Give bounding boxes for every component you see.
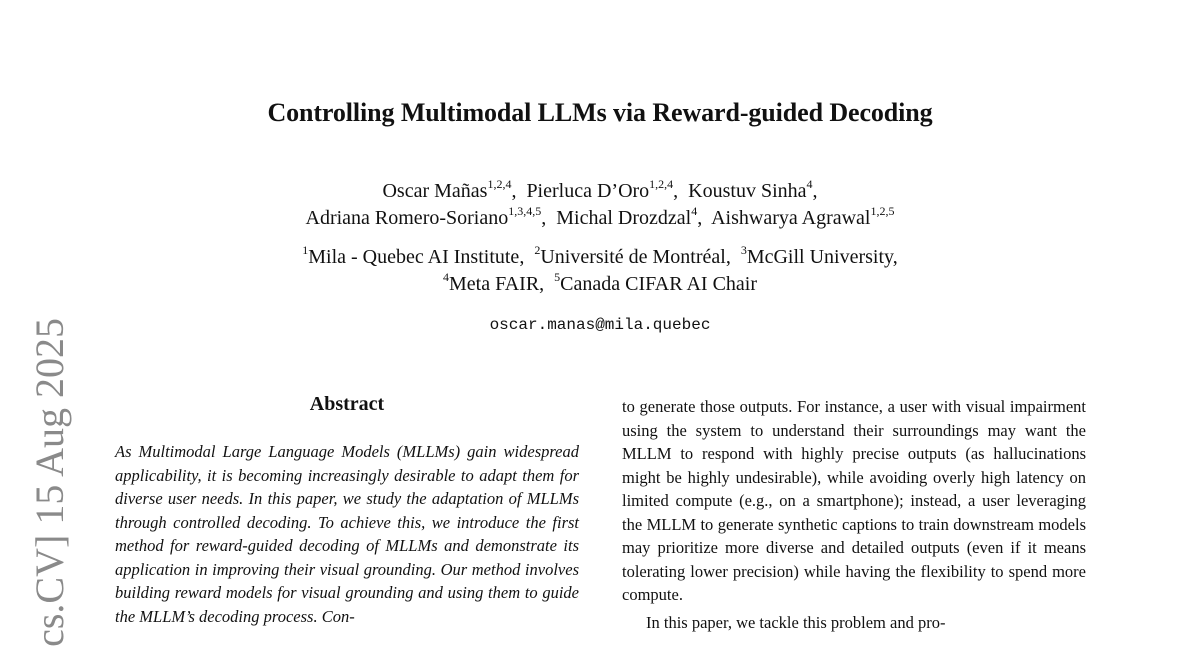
author-name-text: Pierluca D’Oro (526, 180, 650, 202)
author-name (382, 177, 512, 202)
affiliations-line-2 (0, 271, 1200, 298)
author-name-text: Michal Drozdzal (556, 207, 692, 229)
affiliation-name-text: McGill University (746, 246, 893, 268)
author-name (305, 204, 542, 229)
paper-title: Controlling Multimodal LLMs via Reward-guided Decoding (267, 98, 933, 127)
author-name (526, 177, 674, 202)
separator: , (541, 207, 557, 229)
separator: , (892, 246, 898, 268)
affiliation-marker: 5 (554, 270, 561, 285)
affiliation-marker: 4 (806, 177, 813, 192)
affiliation-name-text: Meta FAIR (448, 273, 540, 295)
author-name (556, 204, 698, 229)
author-name-text: Aishwarya Agrawal (711, 207, 871, 229)
affiliation-marker: 1,2,4 (649, 177, 674, 192)
affiliation-name-text: Mila - Quebec AI Institute (308, 246, 520, 268)
separator: , (511, 180, 527, 202)
separator: , (673, 180, 689, 202)
author-name (711, 204, 895, 229)
affiliation (302, 243, 520, 268)
affiliation-marker: 1,3,4,5 (508, 204, 542, 219)
author-name-text: Koustuv Sinha (688, 180, 807, 202)
affiliation-marker: 4 (691, 204, 698, 219)
affiliation-marker: 1,2,5 (870, 204, 895, 219)
arxiv-sidebar-identifier: cs.CV] 15 Aug 2025 (27, 318, 72, 647)
author-name-text: Oscar Mañas (382, 180, 488, 202)
intro-paragraph: to generate those outputs. For instance, a user with visual impairment using the system to understand their surroundings may want the MLLM to respond with highly precise outputs (as hallucinations might be highly undesirable), while avoiding overly high latency on limited compute (e.g., on a smartphone); instead, a user leveraging the MLLM to generate synthetic captions to train downstream models may prioritize more diverse and detailed outputs (even if it means tolerating lower precision) while having the flexibility to spend more compute. (622, 397, 1086, 604)
abstract-body: As Multimodal Large Language Models (MLLMs) gain widespread applicability, it is becoming increasingly desirable to adapt them for diverse user needs. In this paper, we study the adaptation of MLLMs through controlled decoding. To achieve this, we introduce the first method for reward-guided decoding of MLLMs and demonstrate its application in improving their visual grounding. Our method involves building reward models for visual grounding and using them to guide the MLLM’s decoding process. Con- (115, 442, 579, 626)
author-list (0, 178, 1200, 232)
authors-line-2 (0, 205, 1200, 232)
abstract-heading: Abstract (309, 393, 385, 415)
affiliation-name-text: Canada CIFAR AI Chair (560, 273, 757, 295)
authors-line-1 (0, 178, 1200, 205)
affiliation (554, 270, 757, 295)
separator: , (697, 207, 712, 229)
affiliation-list (0, 244, 1200, 298)
separator: , (519, 246, 535, 268)
affiliation-marker: 3 (740, 243, 747, 258)
affiliations-line-1 (0, 244, 1200, 271)
author-name (688, 177, 813, 202)
separator: , (539, 273, 555, 295)
affiliation-name-text: Université de Montréal (540, 246, 726, 268)
author-email: oscar.manas@mila.quebec (489, 316, 711, 334)
separator: , (725, 246, 741, 268)
affiliation (534, 243, 726, 268)
intro-column (622, 395, 1086, 634)
affiliation (442, 270, 540, 295)
separator: , (812, 180, 818, 202)
author-name-text: Adriana Romero-Soriano (305, 207, 509, 229)
affiliation (740, 243, 893, 268)
affiliation-marker: 1,2,4 (487, 177, 512, 192)
intro-paragraph: In this paper, we tackle this problem and pro- (646, 612, 946, 632)
affiliation-marker: 4 (442, 270, 449, 285)
affiliation-marker: 1 (302, 243, 309, 258)
affiliation-marker: 2 (534, 243, 541, 258)
